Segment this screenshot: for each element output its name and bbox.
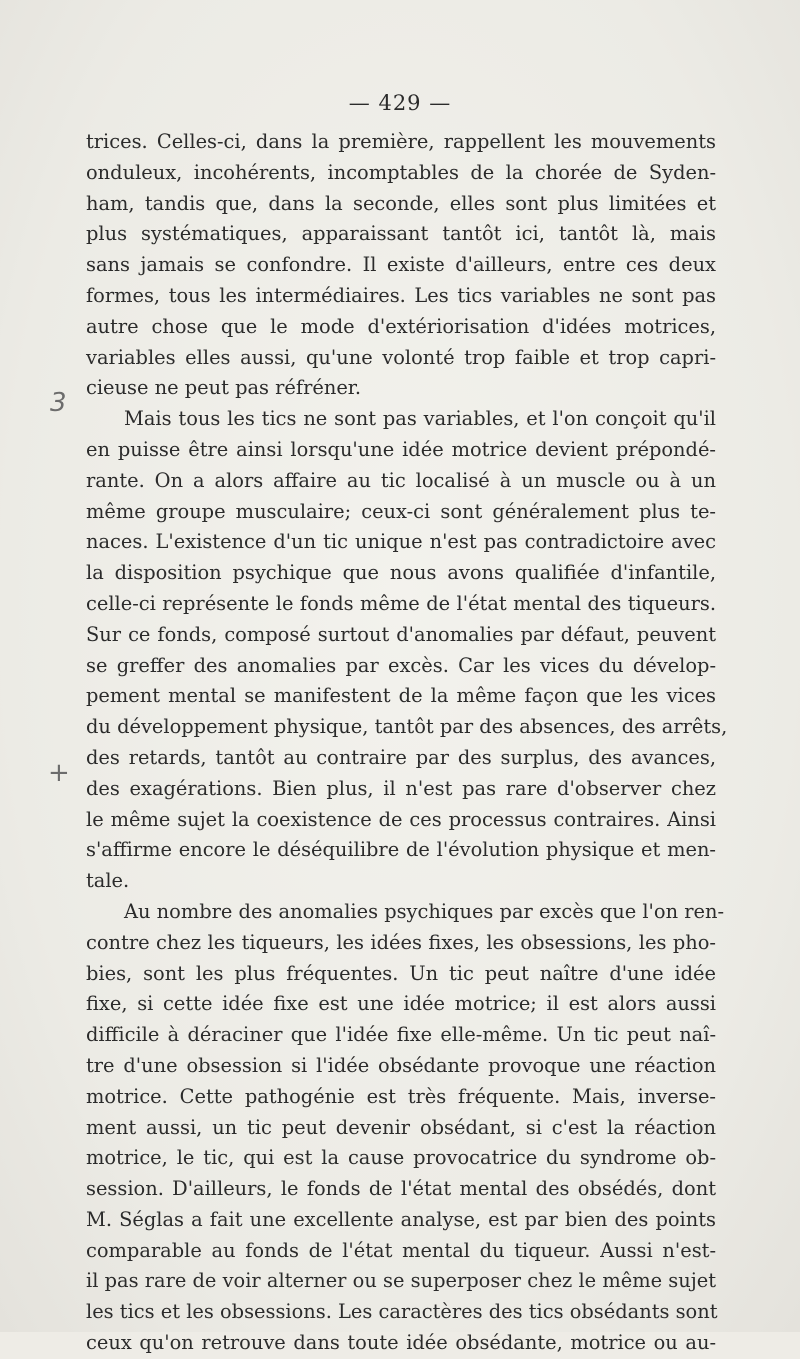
text-line: les tics et les obsessions. Les caractères des tics obsédants sont	[86, 1300, 718, 1324]
text-line: motrice, le tic, qui est la cause provocatrice du syndrome ob-	[86, 1146, 716, 1170]
text-line: du développement physique, tantôt par des absences, des arrêts,	[86, 715, 728, 739]
text-line: Sur ce fonds, composé surtout d'anomalies par défaut, peuvent	[86, 622, 716, 646]
text-line: trices. Celles-ci, dans la première, rappellent les mouvements	[86, 130, 716, 153]
margin-mark-three: 3	[50, 388, 67, 418]
text-line: naces. L'existence d'un tic unique n'est pas contradictoire avec	[86, 530, 716, 554]
paragraph-3	[86, 897, 725, 1359]
text-line: il pas rare de voir alterner ou se superposer chez le même sujet	[86, 1269, 716, 1293]
text-line: tale.	[86, 869, 130, 893]
text-line: difficile à déraciner que l'idée fixe elle-même. Un tic peut naî-	[86, 1023, 716, 1047]
text-line: comparable au fonds de l'état mental du tiqueur. Aussi n'est-	[86, 1238, 716, 1262]
text-line: variables elles aussi, qu'une volonté trop faible et trop capri-	[86, 345, 716, 369]
margin-mark-cross: +	[48, 758, 70, 788]
text-line: ceux qu'on retrouve dans toute idée obsédante, motrice ou au-	[86, 1331, 716, 1355]
text-line: s'affirme encore le déséquilibre de l'évolution physique et men-	[86, 838, 716, 862]
text-line: sans jamais se confondre. Il existe d'ailleurs, entre ces deux	[86, 253, 716, 277]
text-line: session. D'ailleurs, le fonds de l'état mental des obsédés, dont	[86, 1177, 716, 1201]
text-line: celle-ci représente le fonds même de l'état mental des tiqueurs.	[86, 591, 716, 615]
text-line: M. Séglas a fait une excellente analyse, est par bien des points	[86, 1207, 716, 1231]
paragraph-1	[86, 127, 716, 404]
text-line: tre d'une obsession si l'idée obsédante provoque une réaction	[86, 1053, 716, 1077]
text-line: fixe, si cette idée fixe est une idée motrice; il est alors aussi	[86, 992, 716, 1016]
text-line: rante. On a alors affaire au tic localisé à un muscle ou à un	[86, 468, 716, 492]
text-line: plus systématiques, apparaissant tantôt ici, tantôt là, mais	[86, 222, 716, 246]
text-line: onduleux, incohérents, incomptables de la chorée de Syden-	[86, 160, 716, 184]
text-line: contre chez les tiqueurs, les idées fixes, les obsessions, les pho-	[86, 930, 716, 954]
text-line: bies, sont les plus fréquentes. Un tic peut naître d'une idée	[86, 961, 716, 985]
text-line: formes, tous les intermédiaires. Les tics variables ne sont pas	[86, 283, 716, 307]
text-line: ham, tandis que, dans la seconde, elles sont plus limitées et	[86, 191, 716, 215]
paragraph-2	[86, 404, 728, 897]
text-line: des exagérations. Bien plus, il n'est pas rare d'observer chez	[86, 776, 716, 800]
text-line: des retards, tantôt au contraire par des surplus, des avances,	[86, 745, 716, 769]
text-line: la disposition psychique que nous avons qualifiée d'infantile,	[86, 561, 716, 585]
text-line: Mais tous les tics ne sont pas variables, et l'on conçoit qu'il	[124, 407, 716, 431]
text-line: en puisse être ainsi lorsqu'une idée motrice devient prépondé-	[86, 437, 716, 461]
text-line: autre chose que le mode d'extériorisation d'idées motrices,	[86, 314, 716, 338]
text-line: le même sujet la coexistence de ces processus contraires. Ainsi	[86, 807, 716, 831]
text-line: ment aussi, un tic peut devenir obsédant, si c'est la réaction	[86, 1115, 716, 1139]
text-line: pement mental se manifestent de la même façon que les vices	[86, 684, 716, 708]
text-line: se greffer des anomalies par excès. Car les vices du dévelop-	[86, 653, 716, 677]
body-text	[86, 127, 728, 1359]
text-line: motrice. Cette pathogénie est très fréquente. Mais, inverse-	[86, 1084, 716, 1108]
text-line: même groupe musculaire; ceux-ci sont généralement plus te-	[86, 499, 716, 523]
page-number: — 429 —	[348, 91, 452, 115]
text-line: cieuse ne peut pas réfréner.	[86, 376, 362, 400]
text-line: Au nombre des anomalies psychiques par excès que l'on ren-	[124, 899, 725, 923]
